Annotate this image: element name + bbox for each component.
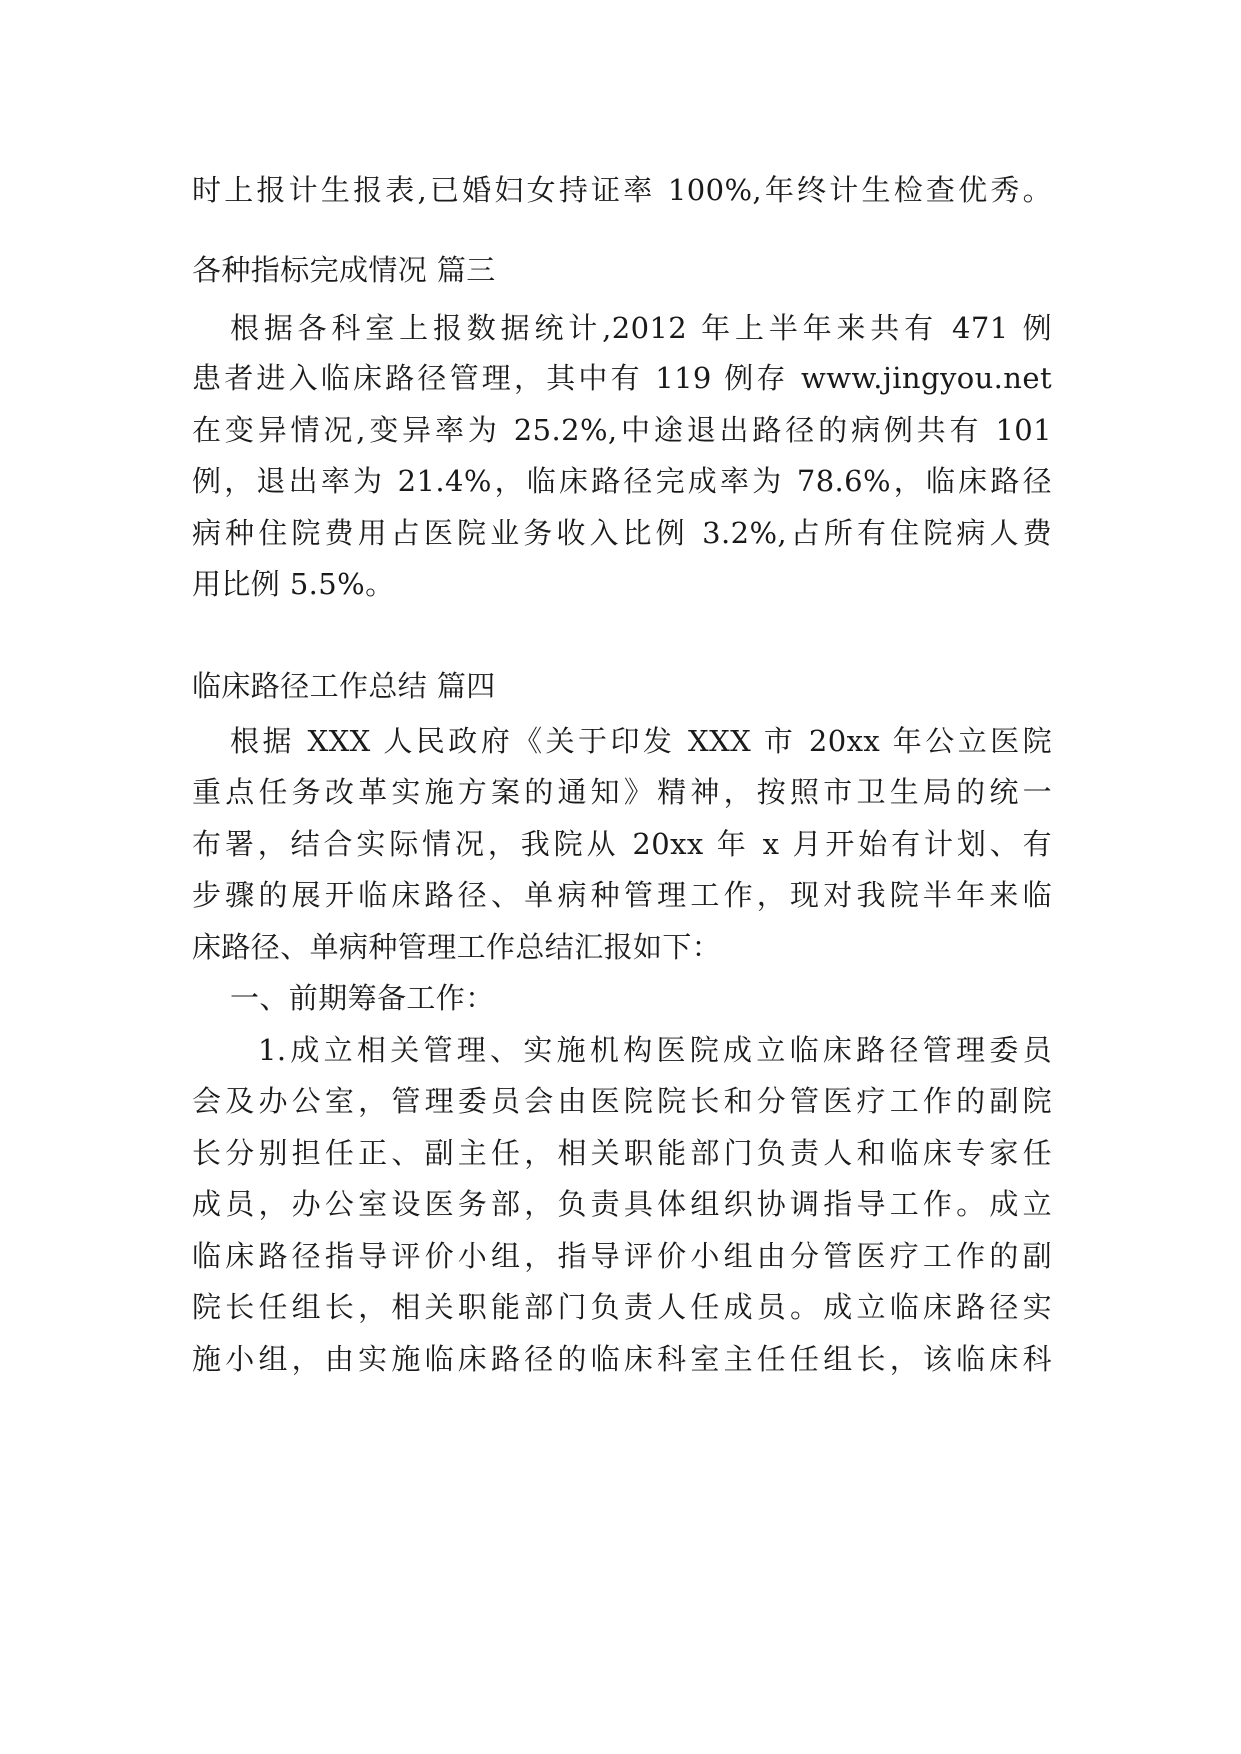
paragraph-line: 用比例 5.5%。 [192, 567, 395, 601]
paragraph-line: 会及办公室，管理委员会由医院院长和分管医疗工作的副院 [192, 1084, 1052, 1118]
subsection-heading: 一、前期筹备工作： [230, 981, 495, 1015]
paragraph-line: 布署，结合实际情况，我院从 20xx 年 x 月开始有计划、有 [192, 827, 1052, 861]
paragraph-line: 成员，办公室设医务部，负责具体组织协调指导工作。成立 [192, 1187, 1052, 1221]
paragraph-line: 长分别担任正、副主任，相关职能部门负责人和临床专家任 [192, 1136, 1052, 1170]
paragraph-line: 病种住院费用占医院业务收入比例 3.2%,占所有住院病人费 [192, 516, 1052, 550]
paragraph-line: 施小组，由实施临床路径的临床科室主任任组长，该临床科 [192, 1342, 1052, 1376]
paragraph-line: 根据各科室上报数据统计,2012 年上半年来共有 471 例 [230, 311, 1052, 345]
paragraph-line: 床路径、单病种管理工作总结汇报如下： [192, 930, 722, 964]
paragraph-line: 根据 XXX 人民政府《关于印发 XXX 市 20xx 年公立医院 [230, 724, 1052, 758]
paragraph-line: 例，退出率为 21.4%，临床路径完成率为 78.6%，临床路径 [192, 464, 1052, 498]
paragraph-line: 时上报计生报表,已婚妇女持证率 100%,年终计生检查优秀。 [192, 173, 1052, 207]
paragraph-line: 临床路径指导评价小组，指导评价小组由分管医疗工作的副 [192, 1239, 1052, 1273]
paragraph-line: 在变异情况,变异率为 25.2%,中途退出路径的病例共有 101 [192, 413, 1052, 447]
paragraph-line: 1.成立相关管理、实施机构医院成立临床路径管理委员 [258, 1033, 1052, 1067]
paragraph-line: 患者进入临床路径管理，其中有 119 例存 www.jingyou.net [192, 361, 1052, 395]
section-heading-3: 各种指标完成情况 篇三 [192, 253, 496, 287]
paragraph-line: 重点任务改革实施方案的通知》精神，按照市卫生局的统一 [192, 775, 1052, 809]
paragraph-line: 院长任组长，相关职能部门负责人任成员。成立临床路径实 [192, 1290, 1052, 1324]
section-heading-4: 临床路径工作总结 篇四 [192, 669, 496, 703]
paragraph-line: 步骤的展开临床路径、单病种管理工作，现对我院半年来临 [192, 878, 1052, 912]
